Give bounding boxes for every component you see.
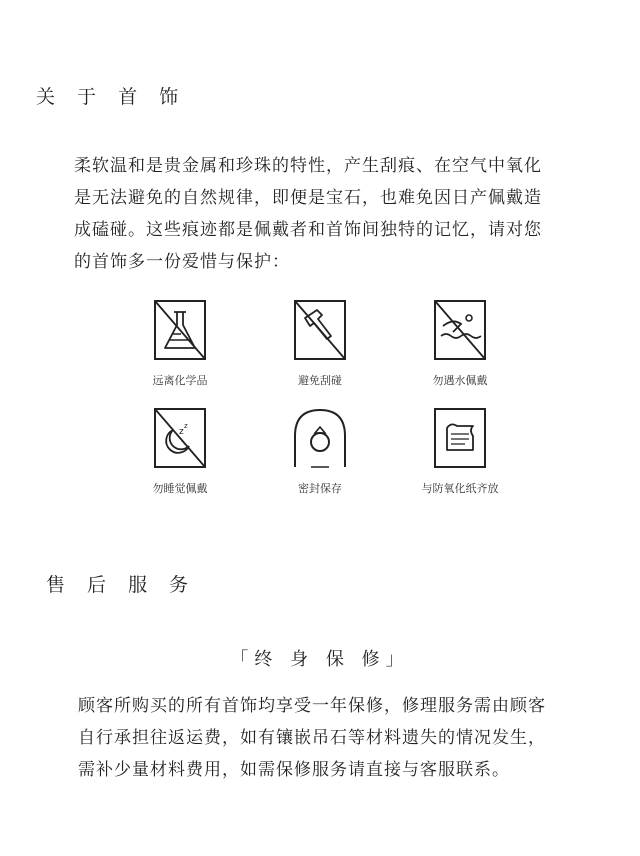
about-line: 的首饰多一份爱惜与保护：	[74, 252, 290, 272]
service-paragraph	[78, 690, 578, 786]
care-item-sealed	[250, 406, 390, 496]
care-item-paper	[390, 406, 530, 496]
about-line: 是无法避免的自然规律，即便是宝石，也难免因日产佩戴造	[74, 188, 542, 208]
service-line: 顾客所购买的所有首饰均享受一年保修，修理服务需由顾客	[78, 696, 546, 716]
care-label: 勿睡觉佩戴	[152, 482, 208, 495]
flask-icon	[151, 298, 209, 362]
hammer-icon	[291, 298, 349, 362]
care-item-water	[390, 298, 530, 388]
care-icon-grid	[110, 298, 530, 496]
about-line: 柔软温和是贵金属和珍珠的特性，产生刮痕、在空气中氧化	[74, 156, 542, 176]
sleep-icon	[151, 406, 209, 470]
service-line: 自行承担往返运费，如有镶嵌吊石等材料遗失的情况发生，	[78, 728, 546, 748]
about-line: 成磕碰。这些痕迹都是佩戴者和首饰间独特的记忆，请对您	[74, 220, 542, 240]
care-item-scratch	[250, 298, 390, 388]
care-label: 密封保存	[298, 482, 342, 495]
care-label: 勿遇水佩戴	[432, 374, 488, 387]
care-label: 避免刮碰	[298, 374, 342, 387]
service-subtitle: 「终 身 保 修」	[230, 649, 410, 670]
service-line: 需补少量材料费用，如需保修服务请直接与客服联系。	[78, 760, 510, 780]
paper-icon	[431, 406, 489, 470]
service-title: 售 后 服 务	[46, 574, 197, 596]
swim-icon	[431, 298, 489, 362]
ring-box-icon	[291, 406, 349, 470]
about-paragraph	[74, 150, 574, 278]
care-label: 与防氧化纸齐放	[421, 482, 499, 495]
care-label: 远离化学品	[152, 374, 208, 387]
about-title: 关 于 首 饰	[36, 86, 187, 108]
svg-text:z: z	[179, 427, 184, 437]
care-item-chemicals	[110, 298, 250, 388]
care-item-sleep	[110, 406, 250, 496]
svg-text:z: z	[184, 422, 188, 430]
